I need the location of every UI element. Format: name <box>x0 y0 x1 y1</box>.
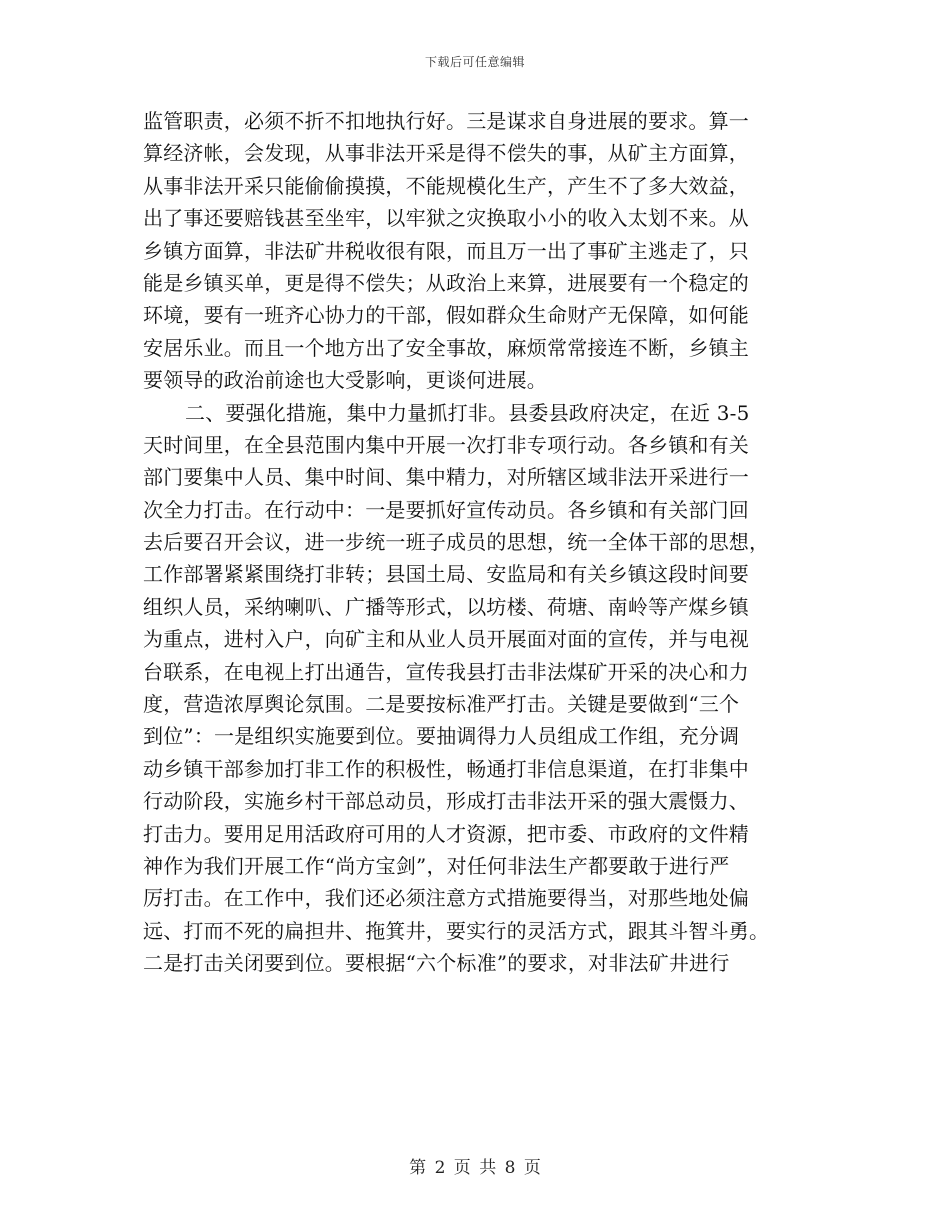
text-line: 打击力。要用足用活政府可用的人才资源，把市委、市政府的文件精 <box>143 821 749 846</box>
body-text <box>143 105 803 980</box>
text-line: 去后要召开会议，进一步统一班子成员的思想，统一全体干部的思想， <box>143 530 770 555</box>
text-line: 远、打而不死的扁担井、拖箕井，要实行的灵活方式，跟其斗智斗勇。 <box>143 918 770 943</box>
text-line: 二是打击关闭要到位。要根据“六个标准”的要求，对非法矿井进行 <box>143 951 730 976</box>
paragraph-start-line: 二、要强化措施，集中力量抓打非。县委县政府决定，在近 3-5 <box>185 400 750 425</box>
text-line: 监管职责，必须不折不扣地执行好。三是谋求自身进展的要求。算一 <box>143 109 749 133</box>
page-number: 第 2 页 共 8 页 <box>409 1158 541 1178</box>
text-line: 台联系，在电视上打出通告，宣传我县打击非法煤矿开采的决心和力 <box>143 659 749 684</box>
text-line: 天时间里，在全县范围内集中开展一次打非专项行动。各乡镇和有关 <box>143 432 749 457</box>
text-line: 工作部署紧紧围绕打非转；县国土局、安监局和有关乡镇这段时间要 <box>143 562 749 587</box>
text-line: 行动阶段，实施乡村干部总动员，形成打击非法开采的强大震慑力、 <box>143 789 749 814</box>
text-line: 要领导的政治前途也大受影响，更谈何进展。 <box>143 368 547 393</box>
header-note: 下载后可任意编辑 <box>424 55 525 69</box>
text-line: 从事非法开采只能偷偷摸摸，不能规模化生产，产生不了多大效益， <box>143 173 749 198</box>
text-line: 能是乡镇买单，更是得不偿失；从政治上来算，进展要有一个稳定的 <box>143 270 749 295</box>
text-line: 到位”：一是组织实施要到位。要抽调得力人员组成工作组，充分调 <box>143 724 740 749</box>
text-line: 度，营造浓厚舆论氛围。二是要按标准严打击。关键是要做到“三个 <box>143 692 740 717</box>
text-line: 乡镇方面算，非法矿井税收很有限，而且万一出了事矿主逃走了，只 <box>143 238 749 263</box>
text-line: 神作为我们开展工作“尚方宝剑”，对任何非法生产都要敢于进行严 <box>143 853 730 878</box>
text-line: 算经济帐，会发现，从事非法开采是得不偿失的事，从矿主方面算， <box>143 141 749 166</box>
text-line: 环境，要有一班齐心协力的干部，假如群众生命财产无保障，如何能 <box>143 303 749 328</box>
text-line: 部门要集中人员、集中时间、集中精力，对所辖区域非法开采进行一 <box>143 465 749 490</box>
text-line: 出了事还要赔钱甚至坐牢，以牢狱之灾换取小小的收入太划不来。从 <box>143 206 749 231</box>
text-line: 厉打击。在工作中，我们还必须注意方式措施要得当，对那些地处偏 <box>143 886 749 911</box>
text-line: 次全力打击。在行动中：一是要抓好宣传动员。各乡镇和有关部门回 <box>143 497 749 522</box>
text-line: 动乡镇干部参加打非工作的积极性，畅通打非信息渠道，在打非集中 <box>143 756 749 781</box>
text-line: 为重点，进村入户，向矿主和从业人员开展面对面的宣传，并与电视 <box>143 627 749 652</box>
text-line: 组织人员，采纳喇叭、广播等形式，以坊楼、荷塘、南岭等产煤乡镇 <box>143 594 749 619</box>
text-line: 安居乐业。而且一个地方出了安全事故，麻烦常常接连不断，乡镇主 <box>143 335 749 360</box>
